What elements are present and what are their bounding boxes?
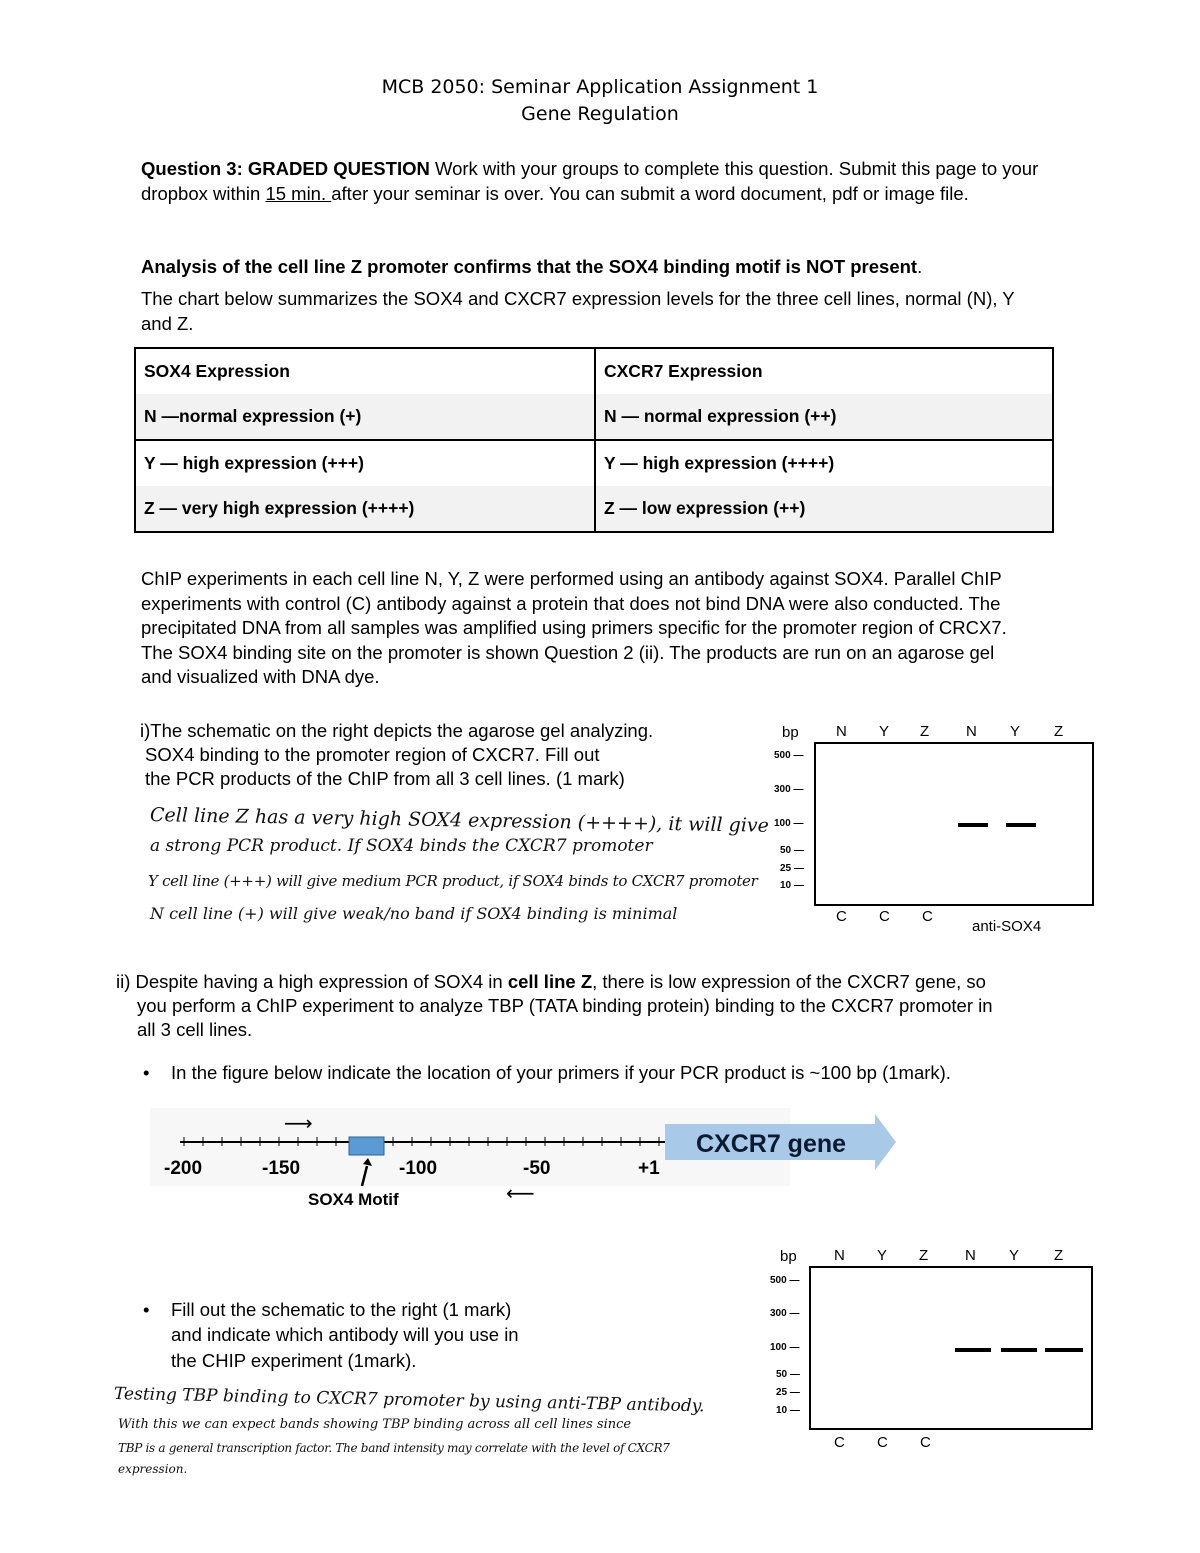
gel2-marker: 25 — [776,1387,800,1398]
tick-label: -50 [523,1158,551,1179]
expression-table [134,347,1054,533]
table-header-sox4: SOX4 Expression [135,348,595,394]
gel1-lane-label: Z [1054,723,1064,740]
gel1-control-label: C [922,908,933,925]
tick-label: -150 [262,1158,301,1179]
table-row [135,394,1053,440]
question-time: 15 min. [265,182,332,204]
gel1-marker: 10 — [780,880,804,891]
gel2-control-label: C [920,1434,931,1451]
handwritten-answer-line: expression. [118,1462,188,1476]
handwritten-answer-line: Cell line Z has a very high SOX4 expression (++++), it will give [149,804,770,837]
promoter-figure [150,1108,910,1213]
gel1-lane-label: N [966,723,977,740]
gel2-marker: 50 — [776,1369,800,1380]
gel2-band [1001,1348,1037,1352]
tick-label: -200 [164,1158,203,1179]
part-i-line2: SOX4 binding to the promoter region of CXCR7. Fill out [145,744,600,765]
bullet-schematic-line2: and indicate which antibody will you use in [171,1324,519,1345]
bullet-schematic-line3: the CHIP experiment (1mark). [171,1350,417,1371]
handwritten-answer-line: TBP is a general transcription factor. The band intensity may correlate with the level of CXCR7 [118,1441,670,1455]
part-ii-line2: you perform a ChIP experiment to analyze TBP (TATA binding protein) binding to the CXCR7 promoter in [137,995,993,1016]
gel2-lane-label: Y [1009,1247,1020,1264]
gel1-band [1006,823,1036,827]
gel2-marker: 10 — [776,1405,800,1416]
handwritten-answer-line: With this we can expect bands showing TBP binding across all cell lines since [118,1417,632,1432]
table-cell: Z — low expression (++) [595,486,1053,532]
gel2-box [809,1266,1093,1430]
gel2-marker: 500 — [770,1275,800,1286]
tick-label: -100 [399,1158,438,1179]
gel2-band [1045,1348,1083,1352]
table-cell: Z — very high expression (++++) [135,486,595,532]
gene-label: CXCR7 gene [696,1130,847,1158]
gel1-marker: 100 — [774,818,804,829]
gel1-lane-label: Y [879,723,890,740]
table-row [135,348,1053,394]
gel1-marker: 25 — [780,863,804,874]
gel2-band [955,1348,991,1352]
analysis-statement [141,255,1101,280]
part-ii-rest: , there is low expression of the CXCR7 gene, so [592,971,986,992]
bullet-primers: • In the figure below indicate the location of your primers if your PCR product is ~100 bp (1mark). [171,1061,951,1086]
question-label: Question 3: GRADED QUESTION [141,158,430,179]
gel2-lane-label: N [834,1247,845,1264]
table-header-cxcr7: CXCR7 Expression [595,348,1053,394]
analysis-bold-end: . [917,256,923,277]
gel2-lane-label: Z [919,1247,929,1264]
gel2-lane-label: Z [1054,1247,1064,1264]
gel1-band [958,823,988,827]
question-text-b: after your seminar is over. You can submit a word document, pdf or image file. [331,182,969,204]
part-ii-line1 [116,970,1156,995]
gel1-lane-label: Z [920,723,930,740]
gel2-marker: 100 — [770,1342,800,1353]
gel1-lane-label: N [836,723,847,740]
handwritten-answer-line: a strong PCR product. If SOX4 binds the CXCR7 promoter [150,836,653,856]
table-cell: N —normal expression (+) [135,394,595,440]
analysis-summary: The chart below summarizes the SOX4 and CXCR7 expression levels for the three cell lines, normal (N), Y and Z. [141,288,1015,334]
table-row [135,486,1053,532]
analysis-bold: Analysis of the cell line Z promoter confirms that the SOX4 binding motif is NOT present [141,256,918,277]
sox4-motif-box [349,1137,384,1155]
table-cell: N — normal expression (++) [595,394,1053,440]
gel1-bp-label: bp [782,724,799,741]
question-text-a: Work with your groups to complete this question. Submit this page to your dropbox within [141,158,1039,204]
gel2-control-label: C [877,1434,888,1451]
handwritten-answer-line: N cell line (+) will give weak/no band if SOX4 binding is minimal [150,904,678,923]
gel1-marker: 50 — [780,845,804,856]
gel1-box [814,742,1094,906]
gel1-marker: 300 — [774,784,804,795]
gel2-bp-label: bp [780,1248,797,1265]
gel1-antibody-label: anti-SOX4 [972,918,1042,935]
gel2-marker: 300 — [770,1308,800,1319]
part-i-line3: the PCR products of the ChIP from all 3 cell lines. (1 mark) [145,768,625,789]
gel1-control-label: C [836,908,847,925]
table-row [135,440,1053,486]
page-subtitle: Gene Regulation [521,103,679,125]
gel2-lane-label: Y [877,1247,888,1264]
gel2-control-label: C [834,1434,845,1451]
bullet-schematic: • Fill out the schematic to the right (1 mark) [171,1298,511,1323]
part-ii-line3: all 3 cell lines. [137,1019,253,1040]
handwritten-answer-line: Testing TBP binding to CXCR7 promoter by using anti-TBP antibody. [113,1384,705,1417]
table-cell: Y — high expression (+++) [135,440,595,486]
gel1-marker: 500 — [774,750,804,761]
part-ii-prefix: ii) Despite having a high expression of SOX4 in [116,971,508,992]
table-cell: Y — high expression (++++) [595,440,1053,486]
gel1-lane-label: Y [1010,723,1021,740]
gel1-control-label: C [879,908,890,925]
forward-primer-arrow: ⟶ [284,1111,313,1135]
tick-label: +1 [638,1158,660,1179]
motif-label: SOX4 Motif [308,1190,399,1209]
reverse-primer-arrow: ⟵ [506,1181,535,1205]
chip-paragraph: ChIP experiments in each cell line N, Y, Z were performed using an antibody against SOX4. Parallel ChIP experiments with control (C) antibody against a protein that does not bind DNA were also conducted. The precipitated DNA from all samples was amplified using primers specific for the promoter region of CRCX7. The SOX4 binding site on the promoter is shown Question 2 (ii). The products are run on an agarose gel and visualized with DNA dye. [141,568,1007,687]
page-title: MCB 2050: Seminar Application Assignment 1 [381,76,819,98]
part-ii-bold: cell line Z [507,971,593,992]
part-i-line1: i)The schematic on the right depicts the agarose gel analyzing. [140,720,654,741]
gel2-lane-label: N [965,1247,976,1264]
question-paragraph [141,157,1071,206]
handwritten-answer-line: Y cell line (+++) will give medium PCR product, if SOX4 binds to CXCR7 promoter [148,872,758,890]
